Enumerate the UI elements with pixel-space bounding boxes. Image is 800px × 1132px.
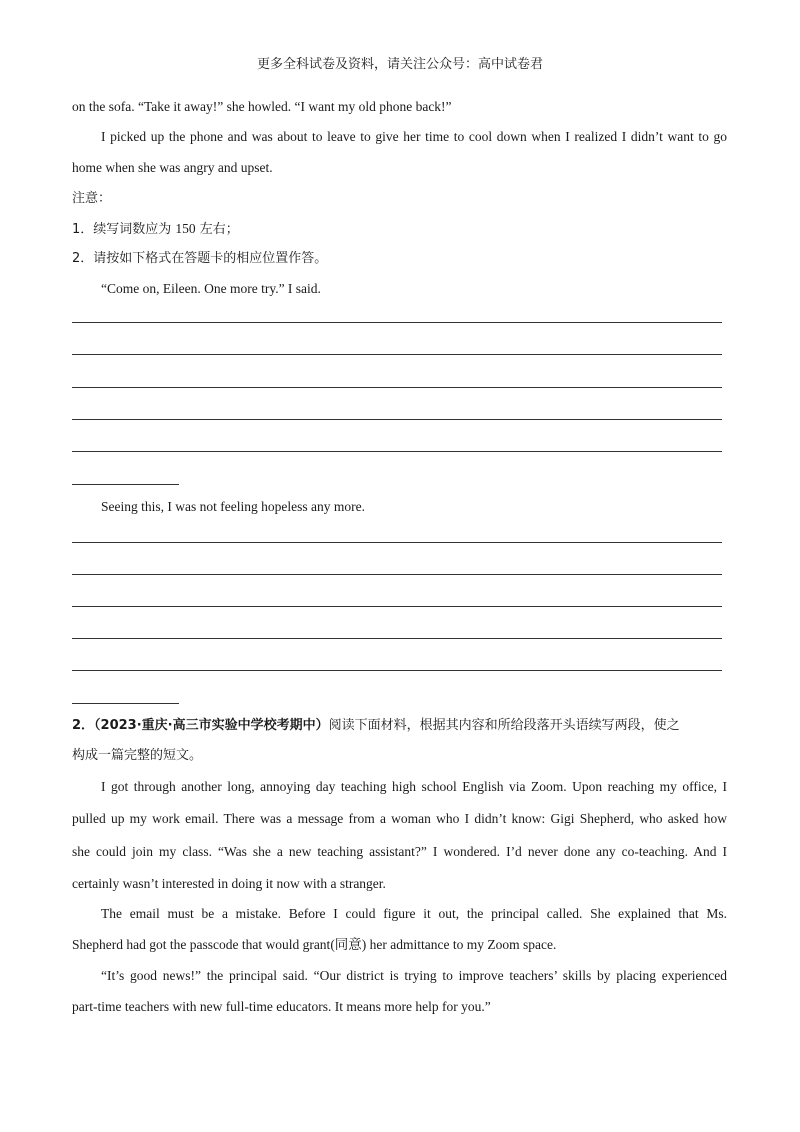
note-item-2: 2．请按如下格式在答题卡的相应位置作答。 [72,251,328,266]
passage-line: she could join my class. “Was she a new teaching assistant?” I wondered. I’d never done any co-teaching. And I [72,844,727,859]
question-instruction: 阅读下面材料，根据其内容和所给段落开头语续写两段，使之 [328,718,680,733]
answer-line [72,387,722,388]
question-source: （2023·重庆·高三市实验中学校考期中） [94,718,329,733]
word-count: 150 [175,221,196,236]
answer-line-short [72,484,179,485]
question-number: 2． [72,718,95,733]
answer-line [72,542,722,543]
question-2-heading [72,717,727,735]
answer-line [72,451,722,452]
passage-line: part-time teachers with new full-time educators. It means more help for you.” [72,999,491,1014]
story-line: I picked up the phone and was about to leave to give her time to cool down when I realized I didn’t want to go [101,129,727,144]
answer-line [72,574,722,575]
passage-line: I got through another long, annoying day teaching high school English via Zoom. Upon reaching my office, I [101,779,727,794]
continuation-prompt-1: “Come on, Eileen. One more try.” I said. [101,281,321,296]
passage-line: The email must be a mistake. Before I could figure it out, the principal called. She explained that Ms. [101,906,727,921]
answer-line [72,638,722,639]
answer-line [72,354,722,355]
answer-line [72,606,722,607]
story-line: home when she was angry and upset. [72,160,273,175]
passage-line: pulled up my work email. There was a message from a woman who I didn’t know: Gigi Shepherd, who asked how [72,811,727,826]
passage-line: “It’s good news!” the principal said. “Our district is trying to improve teachers’ skills by placing experienced [101,968,727,983]
note-title: 注意： [72,191,112,206]
continuation-prompt-2: Seeing this, I was not feeling hopeless any more. [101,499,365,514]
answer-line [72,670,722,671]
answer-line-short [72,703,179,704]
passage-line: Shepherd had got the passcode that would grant(同意) her admittance to my Zoom space. [72,937,557,952]
question-instruction-cont: 构成一篇完整的短文。 [72,748,203,763]
note-item-1 [72,220,727,239]
page-header: 更多全科试卷及资料，请关注公众号：高中试卷君 [256,57,543,72]
story-line: on the sofa. “Take it away!” she howled. “I want my old phone back!” [72,99,452,114]
answer-line [72,322,722,323]
answer-line [72,419,722,420]
passage-line: certainly wasn’t interested in doing it now with a stranger. [72,876,386,891]
note-item-1-prefix: 1．续写词数应为 [72,222,176,237]
note-item-1-suffix: 左右； [195,222,239,237]
